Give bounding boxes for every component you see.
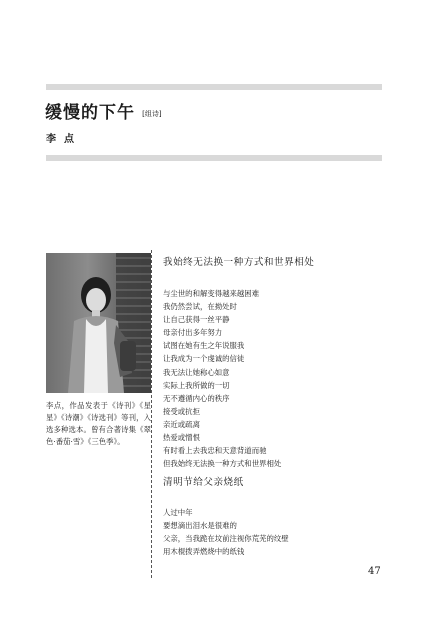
poem-line: 让自己获得一丝平静 bbox=[163, 315, 230, 325]
poem-line: 人过中年 bbox=[163, 508, 193, 517]
poem-line: 试图在她有生之年说服我 bbox=[163, 341, 245, 351]
poem-line: 我无法让她称心如意 bbox=[163, 367, 230, 377]
author-name: 李点 bbox=[46, 134, 82, 145]
poem-line: 热爱或憎恨 bbox=[163, 433, 200, 443]
poem-line: 有时看上去我忠和天意背道而驰 bbox=[163, 446, 267, 456]
poem-2-body bbox=[163, 506, 289, 558]
poem-1-body bbox=[163, 287, 281, 470]
poem-1-title: 我始终无法换一种方式和世界相处 bbox=[163, 257, 315, 268]
poem-line: 无不遵循内心的秩序 bbox=[163, 393, 230, 403]
author-bio: 李点，作品发表于《诗刊》《星星》《诗潮》《诗选刊》等刊，入选多种选本。曾有合著诗集《翠色·番茄·雪》《三色季》。 bbox=[46, 401, 151, 446]
header-bottom-rule bbox=[46, 155, 382, 161]
poem-line: 亲近或疏离 bbox=[163, 419, 200, 429]
author-photo bbox=[46, 253, 151, 393]
title-row bbox=[45, 98, 162, 123]
page-subtitle: [组诗] bbox=[142, 110, 162, 118]
poem-line: 接受或抗拒 bbox=[163, 406, 200, 416]
poem-line: 父亲，当我跪在坟前注视你荒芜的纹壁 bbox=[163, 534, 289, 544]
poem-line: 与尘世的和解变得越来越困难 bbox=[163, 289, 260, 298]
page-number: 47 bbox=[368, 566, 381, 577]
poem-line: 要想滴出泪水是很难的 bbox=[163, 521, 237, 531]
poem-line: 实际上我所做的一切 bbox=[163, 380, 230, 390]
poem-line: 母亲付出多年努力 bbox=[163, 328, 223, 338]
poem-line: 让我成为一个虔诚的信徒 bbox=[163, 354, 245, 364]
column-divider bbox=[151, 250, 152, 578]
page-title: 缓慢的下午 bbox=[45, 103, 135, 123]
poem-line: 我仍然尝试，在拗处时 bbox=[163, 302, 237, 312]
poem-line: 用木棍拨弄燃烧中的纸钱 bbox=[163, 547, 245, 557]
poem-2-title: 清明节给父亲烧纸 bbox=[163, 477, 244, 488]
poem-line: 但我始终无法换一种方式和世界相处 bbox=[163, 459, 282, 469]
header-top-rule bbox=[46, 84, 382, 90]
